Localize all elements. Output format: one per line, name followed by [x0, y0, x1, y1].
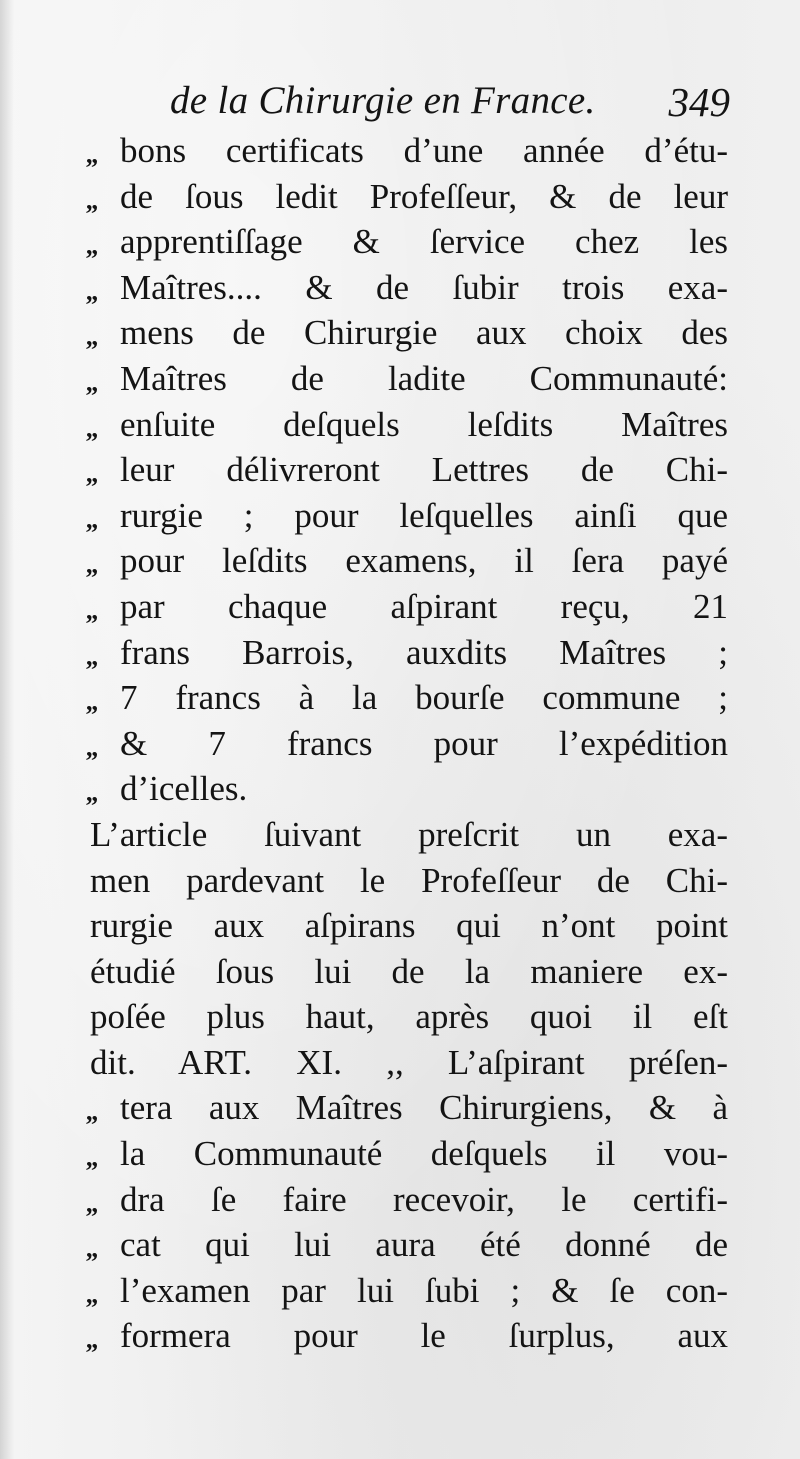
line-text: 7 francs à la bourſe commune ; — [120, 678, 728, 718]
text-line — [78, 584, 728, 630]
quotation-mark: ,, — [86, 595, 97, 625]
quotation-mark: ,, — [86, 322, 97, 352]
page-gutter-shadow — [0, 0, 14, 1459]
text-line — [78, 493, 728, 539]
quotation-mark: ,, — [86, 367, 97, 397]
line-text: & 7 francs pour l’expédition — [120, 723, 728, 763]
text-line — [78, 402, 728, 448]
text-line — [78, 903, 728, 949]
line-text: étudié ſous lui de la maniere ex- — [90, 951, 728, 991]
line-text: enſuite deſquels leſdits Maîtres — [120, 404, 728, 444]
text-line — [78, 812, 728, 858]
text-line — [78, 1268, 728, 1314]
line-text: d’icelles. — [120, 769, 248, 809]
text-line — [78, 766, 728, 812]
text-line — [78, 1222, 728, 1268]
text-line — [78, 447, 728, 493]
text-line — [78, 1131, 728, 1177]
quotation-mark: ,, — [86, 687, 97, 717]
text-line — [78, 219, 728, 265]
line-text: l’examen par lui ſubi ; & ſe con- — [120, 1270, 728, 1310]
quotation-mark: ,, — [86, 276, 97, 306]
text-line — [78, 265, 728, 311]
line-text: tera aux Maîtres Chirurgiens, & à — [120, 1088, 728, 1128]
line-text: leur délivreront Lettres de Chi- — [120, 450, 728, 490]
quotation-mark: ,, — [86, 550, 97, 580]
line-text: cat qui lui aura été donné de — [120, 1225, 728, 1265]
line-text: men pardevant le Profeſſeur de Chi- — [90, 860, 728, 900]
quotation-mark: ,, — [86, 1279, 97, 1309]
text-line — [78, 994, 728, 1040]
line-text: par chaque aſpirant reçu, 21 — [120, 586, 728, 626]
quotation-mark: ,, — [86, 1188, 97, 1218]
quotation-mark: ,, — [86, 1234, 97, 1264]
text-line — [78, 1085, 728, 1131]
line-text: la Communauté deſquels il vou- — [120, 1134, 728, 1174]
line-text: L’article ſuivant preſcrit un exa- — [90, 814, 728, 854]
line-text: dra ſe faire recevoir, le certifi- — [120, 1179, 728, 1219]
line-text: formera pour le ſurplus, aux — [120, 1316, 728, 1356]
page-header — [170, 72, 730, 125]
body-text — [78, 128, 728, 1359]
text-line — [78, 1040, 728, 1086]
line-text: pour leſdits examens, il ſera payé — [120, 541, 728, 581]
line-text: frans Barrois, auxdits Maîtres ; — [120, 632, 728, 672]
quotation-mark: ,, — [86, 1325, 97, 1355]
quotation-mark: ,, — [86, 231, 97, 261]
quotation-mark: ,, — [86, 185, 97, 215]
line-text: Maîtres de ladite Communauté: — [120, 358, 728, 398]
line-text: de ſous ledit Profeſſeur, & de leur — [120, 176, 728, 216]
quotation-mark: ,, — [86, 1143, 97, 1173]
line-text: rurgie aux aſpirans qui n’ont point — [90, 906, 728, 946]
text-line — [78, 174, 728, 220]
quotation-mark: ,, — [86, 641, 97, 671]
text-line — [78, 721, 728, 767]
text-line — [78, 538, 728, 584]
line-text: dit. ART. XI. ,, L’aſpirant préſen- — [90, 1042, 728, 1082]
text-line — [78, 310, 728, 356]
quotation-mark: ,, — [86, 778, 97, 808]
line-text: mens de Chirurgie aux choix des — [120, 313, 728, 353]
text-line — [78, 630, 728, 676]
quotation-mark: ,, — [86, 459, 97, 489]
running-head: de la Chirurgie en France. — [170, 79, 596, 122]
quotation-mark: ,, — [86, 1097, 97, 1127]
text-line — [78, 128, 728, 174]
text-line — [78, 1313, 728, 1359]
quotation-mark: ,, — [86, 732, 97, 762]
text-line — [78, 949, 728, 995]
text-line — [78, 858, 728, 904]
line-text: Maîtres.... & de ſubir trois exa- — [120, 267, 728, 307]
text-line — [78, 1177, 728, 1223]
quotation-mark: ,, — [86, 140, 97, 169]
line-text: rurgie ; pour leſquelles ainſi que — [120, 495, 728, 535]
text-line — [78, 675, 728, 721]
quotation-mark: ,, — [86, 413, 97, 443]
text-line — [78, 356, 728, 402]
line-text: apprentiſſage & ſervice chez les — [120, 222, 728, 262]
quotation-mark: ,, — [86, 504, 97, 534]
page-number: 349 — [668, 79, 730, 125]
line-text: poſée plus haut, après quoi il eſt — [90, 997, 728, 1037]
line-text: bons certificats d’une année d’étu- — [120, 131, 728, 170]
